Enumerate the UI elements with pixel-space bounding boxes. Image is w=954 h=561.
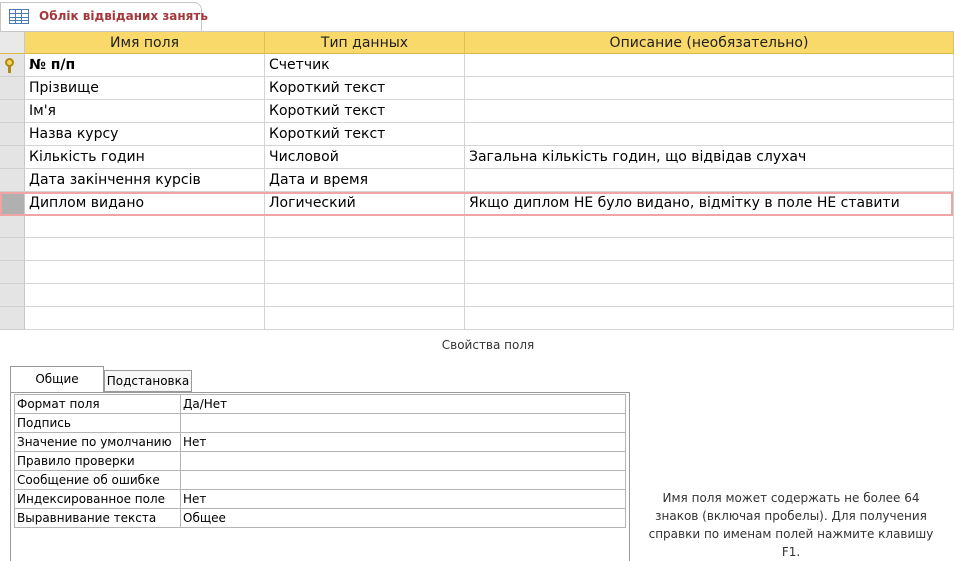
field-properties-label: Свойства поля [441,338,535,352]
field-name-cell[interactable]: Ім'я [25,100,265,123]
empty-row[interactable] [0,215,954,238]
description-cell[interactable]: Якщо диплом НЕ було видано, відмітку в поле НЕ ставити [465,192,954,215]
property-value[interactable] [181,471,626,490]
data-type-cell[interactable] [265,307,465,330]
table-row[interactable] [0,77,954,100]
property-name: Значение по умолчанию [15,433,181,452]
description-cell[interactable]: Загальна кількість годин, що відвідав слухач [465,146,954,169]
table-row[interactable] [0,169,954,192]
property-row[interactable] [15,433,626,452]
document-tab-strip [0,0,954,32]
property-row[interactable] [15,414,626,433]
table-row[interactable] [0,100,954,123]
property-value[interactable]: Нет [181,433,626,452]
property-value[interactable]: Нет [181,490,626,509]
tab-general[interactable]: Общие [10,366,104,393]
field-name-cell[interactable]: Дата закінчення курсів [25,169,265,192]
field-name-cell[interactable] [25,238,265,261]
description-cell[interactable] [465,169,954,192]
table-row[interactable] [0,54,954,77]
description-cell[interactable] [465,307,954,330]
empty-row[interactable] [0,284,954,307]
row-selector[interactable] [0,192,25,215]
field-properties-panel [10,392,630,561]
data-type-cell[interactable] [265,215,465,238]
table-row[interactable] [0,146,954,169]
property-value[interactable]: Да/Нет [181,395,626,414]
data-type-cell[interactable]: Числовой [265,146,465,169]
property-name: Выравнивание текста [15,509,181,528]
document-tab-title: Облік відвіданих занять [39,9,208,23]
row-selector[interactable] [0,54,25,77]
description-cell[interactable] [465,261,954,284]
property-name: Формат поля [15,395,181,414]
description-cell[interactable] [465,238,954,261]
table-design-grid [0,32,954,333]
empty-row[interactable] [0,307,954,330]
property-value[interactable]: Общее [181,509,626,528]
data-type-cell[interactable]: Логический [265,192,465,215]
data-type-cell[interactable] [265,261,465,284]
row-selector-header[interactable] [0,32,25,54]
table-row[interactable] [0,123,954,146]
data-type-cell[interactable]: Короткий текст [265,77,465,100]
property-name: Индексированное поле [15,490,181,509]
column-header-data-type[interactable]: Тип данных [265,32,465,54]
field-name-cell[interactable] [25,215,265,238]
row-selector[interactable] [0,215,25,238]
tab-lookup[interactable]: Подстановка [104,370,192,392]
row-selector[interactable] [0,123,25,146]
property-row[interactable] [15,395,626,414]
description-cell[interactable] [465,284,954,307]
column-header-description[interactable]: Описание (необязательно) [465,32,954,54]
description-cell[interactable] [465,54,954,77]
primary-key-icon [5,58,17,72]
property-row[interactable] [15,509,626,528]
property-row[interactable] [15,452,626,471]
data-type-cell[interactable]: Короткий текст [265,100,465,123]
data-type-cell[interactable] [265,284,465,307]
description-cell[interactable] [465,100,954,123]
property-name: Подпись [15,414,181,433]
column-header-field-name[interactable]: Имя поля [25,32,265,54]
data-type-cell[interactable]: Дата и время [265,169,465,192]
field-name-cell[interactable]: Диплом видано [25,192,265,215]
property-value[interactable] [181,414,626,433]
description-cell[interactable] [465,77,954,100]
help-text: Имя поля может содержать не более 64 знаков (включая пробелы). Для получения справки по именам полей нажмите клавишу F1. [648,491,934,559]
empty-row[interactable] [0,238,954,261]
field-name-cell[interactable]: Прізвище [25,77,265,100]
property-value[interactable] [181,452,626,471]
row-selector[interactable] [0,100,25,123]
property-row[interactable] [15,490,626,509]
data-type-cell[interactable]: Короткий текст [265,123,465,146]
row-selector[interactable] [0,284,25,307]
table-icon [9,9,29,24]
document-tab[interactable] [0,2,208,32]
field-name-cell[interactable]: № п/п [25,54,265,77]
field-name-cell[interactable] [25,284,265,307]
data-type-cell[interactable]: Счетчик [265,54,465,77]
empty-row[interactable] [0,261,954,284]
row-selector[interactable] [0,146,25,169]
row-selector[interactable] [0,77,25,100]
description-cell[interactable] [465,215,954,238]
property-name: Сообщение об ошибке [15,471,181,490]
field-name-cell[interactable]: Назва курсу [25,123,265,146]
properties-table [14,394,626,528]
row-selector[interactable] [0,261,25,284]
data-type-cell[interactable] [265,238,465,261]
field-name-cell[interactable]: Кількість годин [25,146,265,169]
field-name-cell[interactable] [25,261,265,284]
row-selector[interactable] [0,307,25,330]
property-name: Правило проверки [15,452,181,471]
description-cell[interactable] [465,123,954,146]
row-selector[interactable] [0,169,25,192]
table-row-current[interactable] [0,192,954,215]
field-name-cell[interactable] [25,307,265,330]
row-selector[interactable] [0,238,25,261]
property-row[interactable] [15,471,626,490]
